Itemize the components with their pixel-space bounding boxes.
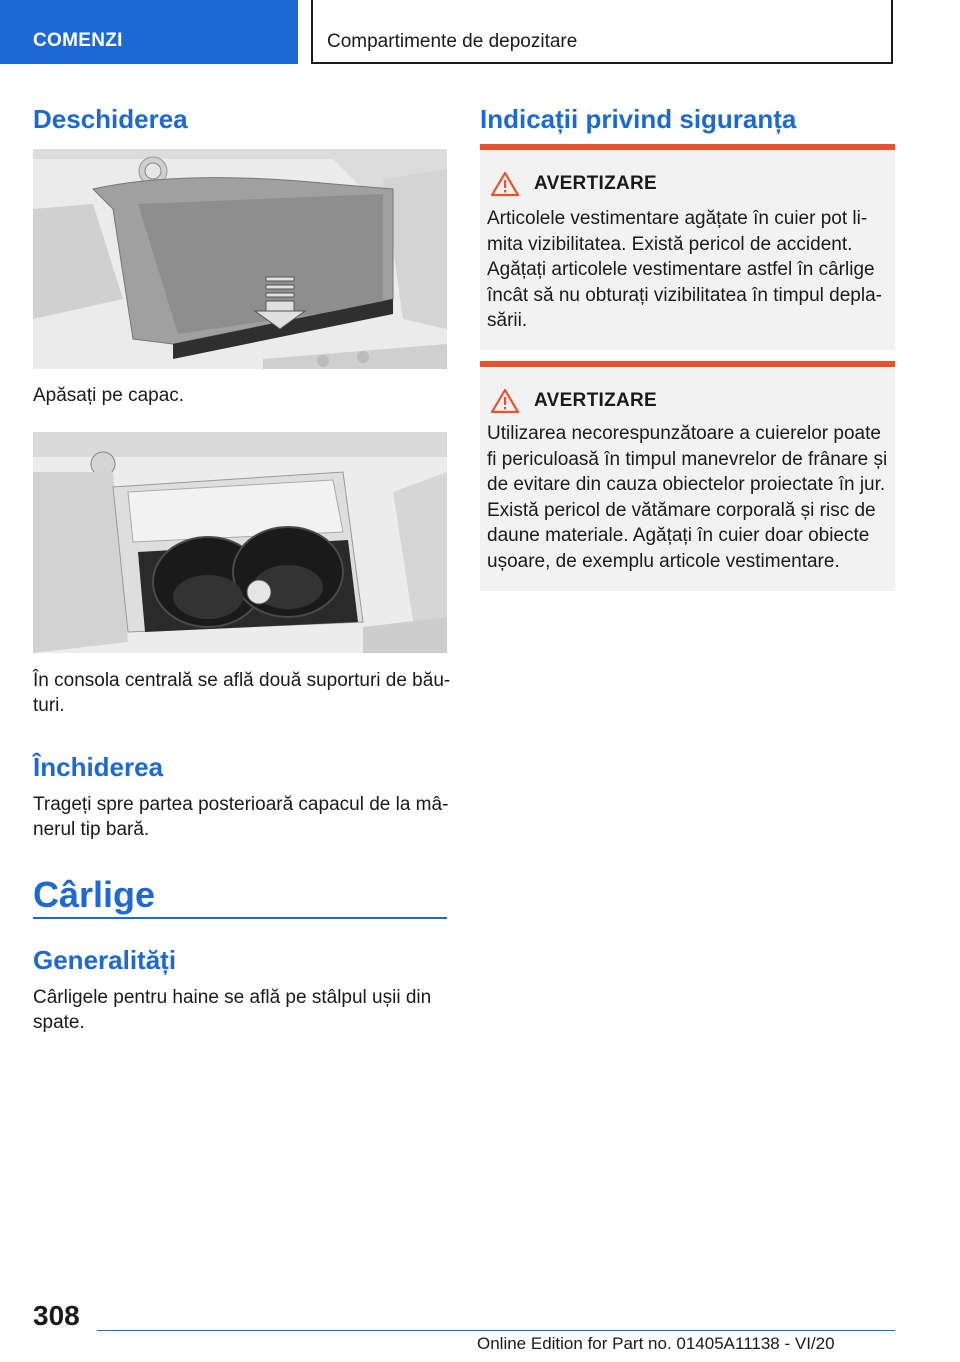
opening-caption-1: Apăsați pe capac. — [33, 385, 185, 406]
hooks-title-rule — [33, 917, 447, 919]
header-section-tab — [0, 0, 298, 64]
warning-bar — [480, 144, 895, 150]
warning-triangle-icon — [490, 171, 520, 197]
warning-title: AVERTIZARE — [534, 173, 657, 194]
safety-heading: Indicații privind siguranța — [480, 104, 797, 134]
photo-console-open-cupholders — [33, 432, 447, 653]
warning-box-1 — [480, 144, 895, 350]
warning-triangle-icon — [490, 388, 520, 414]
warning-text: Utilizarea necorespunzătoare a cuierelor poate fi periculoasă în timpul manevrelor de frânare și de evitare din cauza obiectelor proiectate în jur. Există pericol de vătămare corporală și risc de daune materiale. Agățați în cuier doar obiecte ușoare, de exemplu articole vestimentare. — [487, 423, 888, 572]
general-text: Cârligele pentru haine se află pe stâlpul ușii din spate. — [33, 987, 432, 1033]
page-number: 308 — [33, 1300, 80, 1331]
opening-caption-2: În consola centrală se află două suporturi de bău‐ turi. — [33, 670, 451, 716]
header-chapter-tab — [311, 0, 893, 64]
opening-heading: Deschiderea — [33, 104, 188, 134]
warning-box-2 — [480, 361, 895, 591]
general-heading: Generalități — [33, 945, 177, 975]
warning-bar — [480, 361, 895, 367]
closing-text: Trageți spre partea posterioară capacul de la mâ‐ nerul tip bară. — [33, 794, 449, 840]
warning-title: AVERTIZARE — [534, 390, 657, 411]
footer-rule — [97, 1330, 895, 1331]
header-section-label: COMENZI — [33, 30, 123, 51]
header-chapter-label: Compartimente de depozitare — [327, 31, 578, 52]
hooks-title: Cârlige — [33, 874, 156, 915]
closing-heading: Închiderea — [33, 752, 164, 782]
footer-edition: Online Edition for Part no. 01405A11138 - VI/20 — [477, 1334, 835, 1353]
warning-text: Articolele vestimentare agățate în cuier pot li‐ mita vizibilitatea. Există pericol de accident. Agățați articolele vestimentare astfel în cârlige încât să nu obturați vizibilitatea în timpul depla‐ sării. — [487, 208, 882, 331]
photo-console-closed — [33, 149, 447, 369]
